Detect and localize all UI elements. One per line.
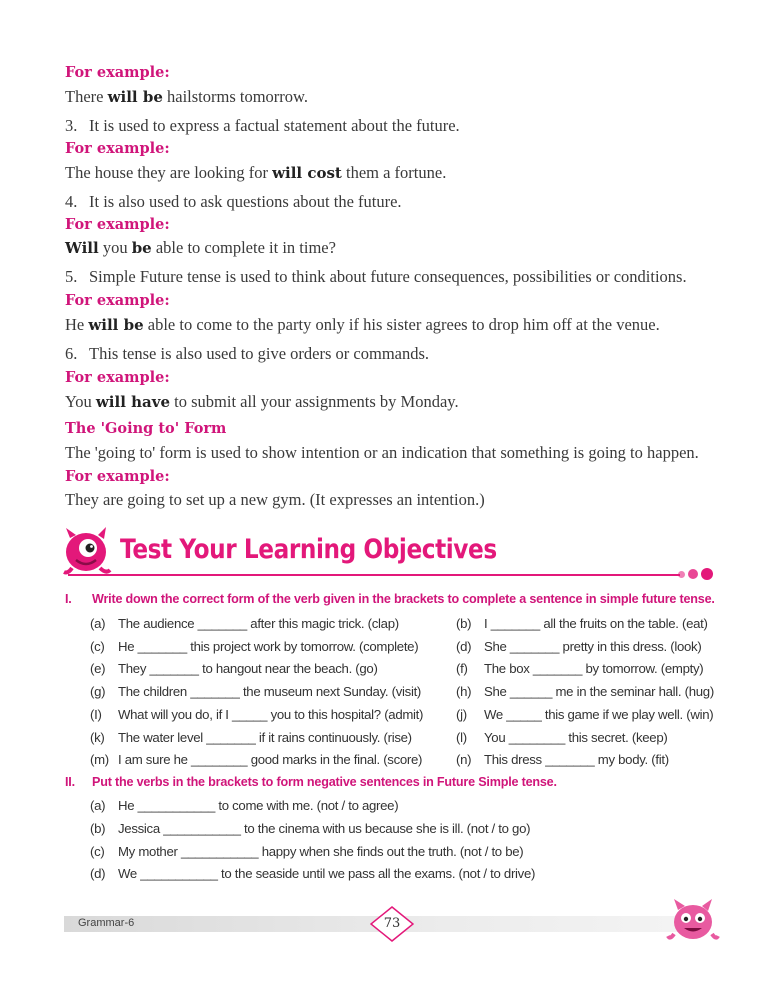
rule-item-4: 4. It is also used to ask questions about the future.	[65, 192, 402, 211]
banner-title: Test Your Learning Objectives	[120, 534, 497, 565]
page-number: 73	[383, 916, 401, 931]
example-sentence: The house they are looking for will cost them a fortune.	[65, 163, 447, 182]
example-label: For example:	[65, 64, 170, 81]
example-label: For example:	[65, 468, 170, 485]
test-your-learning-banner	[68, 528, 718, 580]
pink-monster-mascot-icon	[666, 896, 720, 944]
example-sentence: There will be hailstorms tomorrow.	[65, 87, 308, 106]
example-sentence: He will be able to come to the party only if his sister agrees to drop him off at the venue.	[65, 315, 660, 334]
example-label: For example:	[65, 292, 170, 309]
list-item: (d) We ___________ to the seaside until we pass all the exams. (not / to drive)	[90, 866, 536, 881]
list-item: (c) He _______ this project work by tomorrow. (complete)	[90, 639, 419, 654]
example-label: For example:	[65, 216, 170, 233]
banner-dot	[701, 568, 713, 580]
banner-dot	[678, 571, 685, 578]
pink-monster-mascot-icon	[60, 526, 116, 576]
list-item: (e) They _______ to hangout near the beach. (go)	[90, 661, 378, 676]
example-sentence: They are going to set up a new gym. (It expresses an intention.)	[65, 490, 485, 509]
example-label: For example:	[65, 369, 170, 386]
list-item: (a) He ___________ to come with me. (not / to agree)	[90, 798, 399, 813]
list-item: (f) The box _______ by tomorrow. (empty)	[456, 661, 704, 676]
list-item: (b) Jessica ___________ to the cinema with us because she is ill. (not / to go)	[90, 821, 531, 836]
rule-item-6: 6. This tense is also used to give orders or commands.	[65, 344, 430, 363]
example-sentence: You will have to submit all your assignments by Monday.	[65, 392, 459, 411]
list-item: (I) What will you do, if I _____ you to this hospital? (admit)	[90, 707, 424, 722]
banner-dot	[688, 569, 698, 579]
list-item: (h) She ______ me in the seminar hall. (hug)	[456, 684, 714, 699]
list-item: (m) I am sure he ________ good marks in the final. (score)	[90, 752, 423, 767]
list-item: (d) She _______ pretty in this dress. (look)	[456, 639, 702, 654]
section-text: The 'going to' form is used to show intention or an indication that something is going to happen.	[65, 443, 699, 462]
list-item: (n) This dress _______ my body. (fit)	[456, 752, 669, 767]
list-item: (c) My mother ___________ happy when she finds out the truth. (not / to be)	[90, 844, 524, 859]
example-label: For example:	[65, 140, 170, 157]
example-sentence: Will you be able to complete it in time?	[65, 238, 336, 257]
rule-item-3: 3. It is used to express a factual statement about the future.	[65, 116, 460, 135]
exercise-2-instruction: II. Put the verbs in the brackets to form negative sentences in Future Simple tense.	[65, 775, 557, 789]
footer-book-title: Grammar-6	[78, 917, 135, 929]
list-item: (k) The water level _______ if it rains continuously. (rise)	[90, 730, 412, 745]
banner-rule	[68, 574, 680, 576]
list-item: (b) I _______ all the fruits on the table. (eat)	[456, 616, 708, 631]
exercise-1-instruction: I. Write down the correct form of the verb given in the brackets to complete a sentence in simple future tense.	[65, 592, 715, 606]
list-item: (g) The children _______ the museum next Sunday. (visit)	[90, 684, 422, 699]
section-heading: The 'Going to' Form	[65, 420, 227, 437]
list-item: (a) The audience _______ after this magic trick. (clap)	[90, 616, 399, 631]
list-item: (j) We _____ this game if we play well. (win)	[456, 707, 714, 722]
rule-item-5: 5. Simple Future tense is used to think about future consequences, possibilities or conditions.	[65, 267, 687, 286]
list-item: (l) You ________ this secret. (keep)	[456, 730, 668, 745]
